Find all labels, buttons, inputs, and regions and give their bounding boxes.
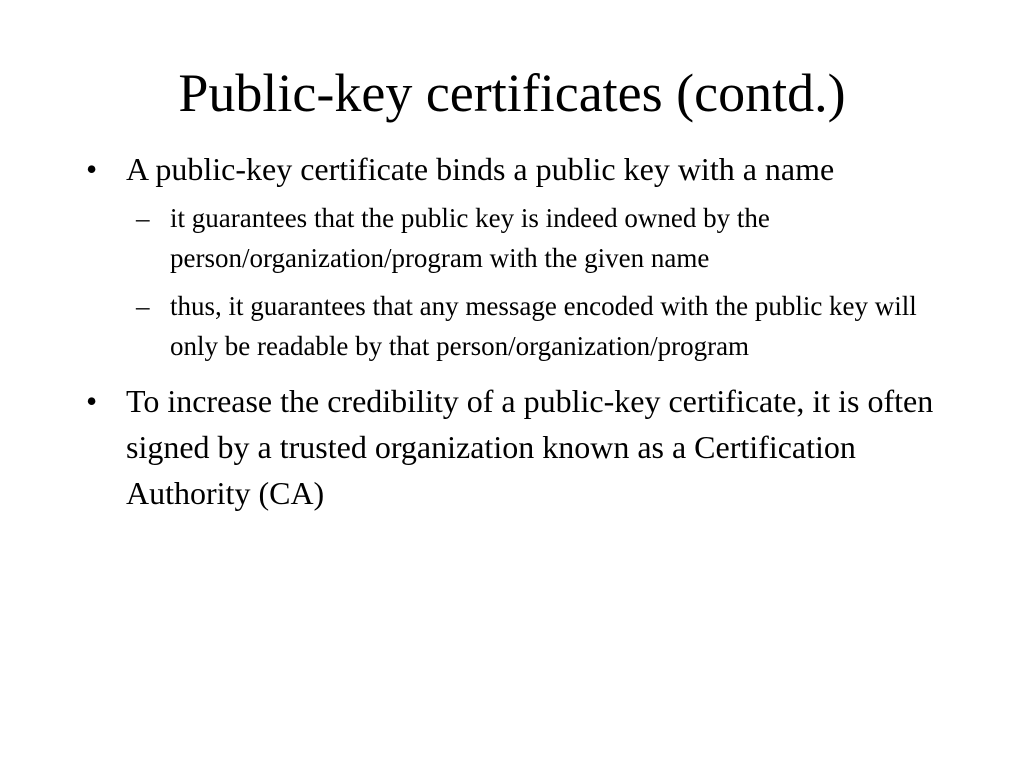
bullet-text: A public-key certificate binds a public key with a name [126, 151, 835, 187]
bullet-text: To increase the credibility of a public-key certificate, it is often signed by a trusted organization known as a Certification Authority (CA) [126, 383, 934, 511]
slide-content [86, 146, 946, 522]
sub-bullet-marker: – [136, 203, 150, 233]
sub-bullet-text: thus, it guarantees that any message encoded with the public key will only be readable by that person/organization/program [170, 291, 917, 361]
sub-bullet-item [86, 198, 946, 278]
bullet-item [86, 146, 946, 192]
bullet-marker: • [86, 383, 98, 419]
bullet-item [86, 378, 946, 516]
bullet-marker: • [86, 151, 98, 187]
sub-bullet-item [86, 286, 946, 366]
sub-bullet-marker: – [136, 291, 150, 321]
slide-title: Public-key certificates (contd.) [178, 63, 846, 123]
sub-bullet-text: it guarantees that the public key is indeed owned by the person/organization/program with the given name [170, 203, 770, 273]
